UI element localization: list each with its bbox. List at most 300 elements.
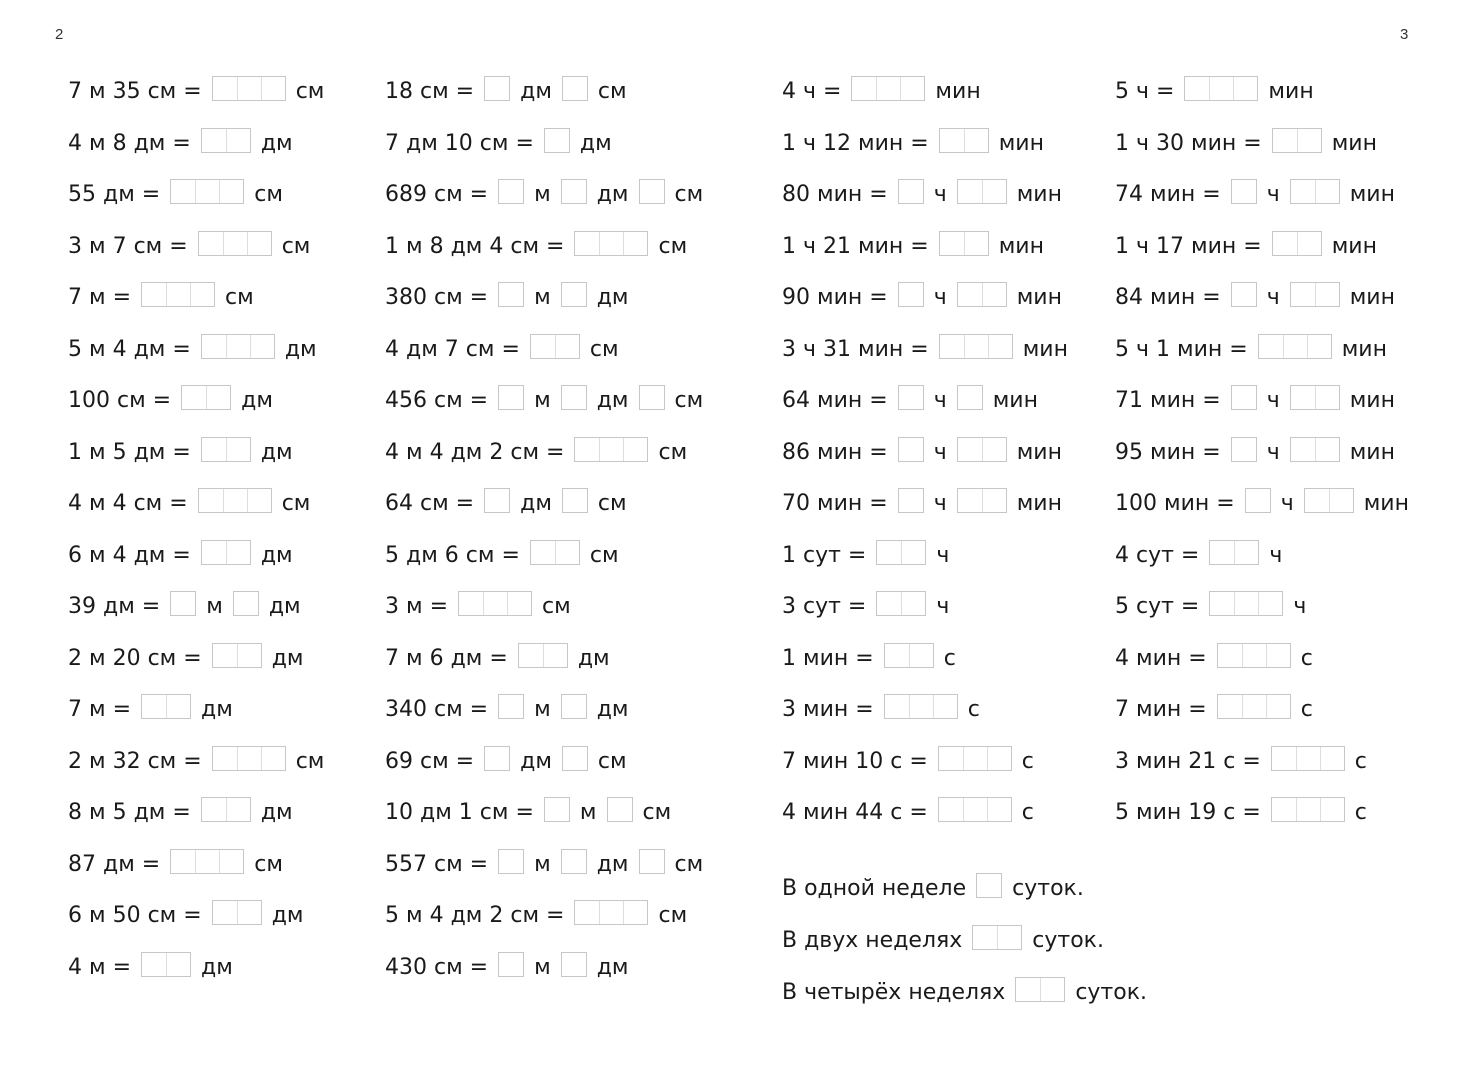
answer-cell[interactable] — [555, 335, 579, 358]
answer-cell[interactable] — [219, 850, 243, 873]
answer-cell[interactable] — [499, 953, 523, 976]
answer-cell[interactable] — [623, 232, 647, 255]
answer-cell[interactable] — [1273, 129, 1297, 152]
answer-cell[interactable] — [562, 180, 586, 203]
answer-box[interactable] — [884, 694, 958, 719]
answer-box[interactable] — [938, 746, 1012, 771]
answer-box[interactable] — [561, 282, 587, 307]
answer-cell[interactable] — [1315, 386, 1339, 409]
answer-box[interactable] — [562, 488, 588, 513]
exercise-text: ч — [933, 491, 947, 517]
answer-cell[interactable] — [899, 438, 923, 461]
answer-box[interactable] — [957, 385, 983, 410]
answer-cell[interactable] — [982, 489, 1006, 512]
answer-cell[interactable] — [958, 386, 982, 409]
answer-cell[interactable] — [623, 901, 647, 924]
answer-cell[interactable] — [261, 747, 285, 770]
answer-box[interactable] — [898, 282, 924, 307]
answer-cell[interactable] — [1210, 541, 1234, 564]
answer-box[interactable] — [938, 797, 1012, 822]
answer-box[interactable] — [1015, 977, 1065, 1002]
answer-box[interactable] — [498, 849, 524, 874]
answer-box[interactable] — [1272, 128, 1322, 153]
answer-cell[interactable] — [877, 541, 901, 564]
answer-cell[interactable] — [166, 695, 190, 718]
answer-cell[interactable] — [899, 180, 923, 203]
answer-cell[interactable] — [1218, 695, 1242, 718]
exercise-text: см — [589, 542, 619, 568]
answer-cell[interactable] — [562, 386, 586, 409]
answer-cell[interactable] — [226, 541, 250, 564]
answer-box[interactable] — [972, 925, 1022, 950]
answer-cell[interactable] — [563, 77, 587, 100]
answer-cell[interactable] — [877, 592, 901, 615]
answer-cell[interactable] — [1232, 386, 1256, 409]
answer-cell[interactable] — [640, 180, 664, 203]
answer-cell[interactable] — [899, 283, 923, 306]
answer-box[interactable] — [1290, 179, 1340, 204]
answer-box[interactable] — [1290, 437, 1340, 462]
answer-cell[interactable] — [852, 77, 876, 100]
answer-cell[interactable] — [885, 695, 909, 718]
answer-cell[interactable] — [202, 335, 226, 358]
answer-cell[interactable] — [940, 129, 964, 152]
answer-cell[interactable] — [206, 386, 230, 409]
answer-cell[interactable] — [1283, 335, 1307, 358]
answer-box[interactable] — [1231, 385, 1257, 410]
answer-box[interactable] — [484, 76, 510, 101]
answer-box[interactable] — [561, 694, 587, 719]
answer-box[interactable] — [498, 952, 524, 977]
answer-box[interactable] — [957, 179, 1007, 204]
answer-cell[interactable] — [219, 180, 243, 203]
answer-cell[interactable] — [226, 129, 250, 152]
answer-box[interactable] — [458, 591, 532, 616]
answer-box[interactable] — [530, 334, 580, 359]
answer-box[interactable] — [141, 952, 191, 977]
answer-cell[interactable] — [1291, 438, 1315, 461]
answer-cell[interactable] — [1291, 283, 1315, 306]
answer-cell[interactable] — [575, 438, 599, 461]
answer-cell[interactable] — [531, 541, 555, 564]
answer-cell[interactable] — [213, 901, 237, 924]
answer-cell[interactable] — [247, 232, 271, 255]
answer-box[interactable] — [1231, 179, 1257, 204]
answer-box[interactable] — [212, 746, 286, 771]
exercise-text: см — [674, 182, 704, 208]
answer-cell[interactable] — [1246, 489, 1270, 512]
answer-cell[interactable] — [563, 489, 587, 512]
answer-box[interactable] — [1209, 540, 1259, 565]
answer-box[interactable] — [898, 385, 924, 410]
answer-cell[interactable] — [499, 180, 523, 203]
exercise-text: дм — [579, 130, 612, 156]
answer-cell[interactable] — [1315, 283, 1339, 306]
answer-cell[interactable] — [940, 335, 964, 358]
answer-cell[interactable] — [958, 180, 982, 203]
answer-cell[interactable] — [987, 747, 1011, 770]
answer-cell[interactable] — [1329, 489, 1353, 512]
answer-cell[interactable] — [234, 592, 258, 615]
answer-cell[interactable] — [213, 77, 237, 100]
answer-box[interactable] — [957, 282, 1007, 307]
answer-box[interactable] — [141, 694, 191, 719]
answer-cell[interactable] — [885, 644, 909, 667]
answer-cell[interactable] — [940, 232, 964, 255]
answer-cell[interactable] — [1296, 747, 1320, 770]
answer-box[interactable] — [1231, 437, 1257, 462]
answer-cell[interactable] — [933, 695, 957, 718]
answer-cell[interactable] — [900, 77, 924, 100]
answer-cell[interactable] — [1258, 592, 1282, 615]
answer-box[interactable] — [639, 849, 665, 874]
answer-cell[interactable] — [171, 850, 195, 873]
answer-box[interactable] — [957, 437, 1007, 462]
answer-box[interactable] — [201, 128, 251, 153]
exercise-row — [68, 530, 334, 582]
answer-cell[interactable] — [142, 283, 166, 306]
answer-cell[interactable] — [202, 129, 226, 152]
answer-cell[interactable] — [171, 592, 195, 615]
answer-cell[interactable] — [1232, 180, 1256, 203]
answer-cell[interactable] — [1296, 798, 1320, 821]
answer-box[interactable] — [530, 540, 580, 565]
answer-cell[interactable] — [545, 129, 569, 152]
answer-cell[interactable] — [964, 335, 988, 358]
answer-cell[interactable] — [1259, 335, 1283, 358]
answer-cell[interactable] — [958, 283, 982, 306]
answer-cell[interactable] — [899, 386, 923, 409]
answer-cell[interactable] — [545, 798, 569, 821]
exercise-text: см — [281, 491, 311, 517]
answer-cell[interactable] — [563, 747, 587, 770]
answer-cell[interactable] — [575, 232, 599, 255]
answer-box[interactable] — [561, 179, 587, 204]
answer-cell[interactable] — [640, 386, 664, 409]
answer-cell[interactable] — [171, 180, 195, 203]
answer-cell[interactable] — [507, 592, 531, 615]
exercise-text: 2 м 20 см = — [68, 645, 202, 671]
exercise-row — [782, 118, 1078, 170]
answer-box[interactable] — [233, 591, 259, 616]
exercise-row — [782, 633, 1078, 685]
exercise-text: см — [225, 285, 254, 311]
exercise-text: см — [674, 851, 704, 877]
answer-box[interactable] — [212, 900, 262, 925]
answer-cell[interactable] — [562, 283, 586, 306]
answer-cell[interactable] — [562, 695, 586, 718]
answer-cell[interactable] — [1307, 335, 1331, 358]
answer-cell[interactable] — [531, 335, 555, 358]
answer-cell[interactable] — [199, 489, 223, 512]
answer-cell[interactable] — [901, 541, 925, 564]
answer-cell[interactable] — [982, 180, 1006, 203]
answer-cell[interactable] — [909, 695, 933, 718]
answer-cell[interactable] — [237, 747, 261, 770]
answer-cell[interactable] — [623, 438, 647, 461]
exercise-row — [782, 427, 1078, 479]
answer-cell[interactable] — [223, 232, 247, 255]
answer-cell[interactable] — [1315, 438, 1339, 461]
answer-cell[interactable] — [195, 850, 219, 873]
answer-box[interactable] — [939, 128, 989, 153]
answer-cell[interactable] — [1218, 644, 1242, 667]
answer-box[interactable] — [976, 873, 1002, 898]
answer-cell[interactable] — [1016, 978, 1040, 1001]
answer-box[interactable] — [544, 128, 570, 153]
answer-cell[interactable] — [237, 77, 261, 100]
answer-cell[interactable] — [1272, 798, 1296, 821]
answer-cell[interactable] — [202, 541, 226, 564]
answer-box[interactable] — [1271, 797, 1345, 822]
answer-cell[interactable] — [1232, 438, 1256, 461]
answer-box[interactable] — [201, 540, 251, 565]
answer-box[interactable] — [518, 643, 568, 668]
answer-cell[interactable] — [562, 953, 586, 976]
answer-box[interactable] — [1258, 334, 1332, 359]
exercise-column-3 — [782, 66, 1078, 839]
answer-box[interactable] — [170, 849, 244, 874]
answer-box[interactable] — [498, 385, 524, 410]
answer-cell[interactable] — [988, 335, 1012, 358]
answer-box[interactable] — [876, 540, 926, 565]
exercise-text: см — [295, 79, 325, 105]
answer-box[interactable] — [851, 76, 925, 101]
answer-cell[interactable] — [499, 283, 523, 306]
answer-box[interactable] — [498, 179, 524, 204]
answer-cell[interactable] — [939, 747, 963, 770]
answer-cell[interactable] — [1315, 180, 1339, 203]
exercise-row — [782, 272, 1078, 324]
exercise-text: см — [658, 233, 688, 259]
answer-box[interactable] — [1184, 76, 1258, 101]
answer-cell[interactable] — [958, 438, 982, 461]
answer-cell[interactable] — [250, 335, 274, 358]
answer-box[interactable] — [876, 591, 926, 616]
answer-box[interactable] — [562, 76, 588, 101]
answer-cell[interactable] — [213, 747, 237, 770]
answer-cell[interactable] — [1234, 592, 1258, 615]
answer-cell[interactable] — [1233, 77, 1257, 100]
answer-cell[interactable] — [599, 901, 623, 924]
answer-cell[interactable] — [199, 232, 223, 255]
answer-box[interactable] — [574, 231, 648, 256]
answer-cell[interactable] — [166, 953, 190, 976]
answer-box[interactable] — [1290, 282, 1340, 307]
answer-box[interactable] — [212, 643, 262, 668]
answer-cell[interactable] — [997, 926, 1021, 949]
answer-cell[interactable] — [202, 798, 226, 821]
answer-cell[interactable] — [543, 644, 567, 667]
answer-box[interactable] — [170, 591, 196, 616]
answer-cell[interactable] — [1297, 129, 1321, 152]
answer-box[interactable] — [484, 746, 510, 771]
answer-cell[interactable] — [640, 850, 664, 873]
answer-box[interactable] — [561, 849, 587, 874]
answer-cell[interactable] — [142, 953, 166, 976]
answer-cell[interactable] — [485, 489, 509, 512]
exercise-text: мин — [1331, 233, 1377, 259]
answer-box[interactable] — [1217, 694, 1291, 719]
answer-box[interactable] — [939, 231, 989, 256]
answer-box[interactable] — [884, 643, 934, 668]
answer-cell[interactable] — [1272, 747, 1296, 770]
answer-cell[interactable] — [982, 438, 1006, 461]
answer-cell[interactable] — [1040, 978, 1064, 1001]
answer-cell[interactable] — [939, 798, 963, 821]
answer-cell[interactable] — [485, 747, 509, 770]
answer-cell[interactable] — [247, 489, 271, 512]
answer-cell[interactable] — [964, 232, 988, 255]
answer-cell[interactable] — [166, 283, 190, 306]
answer-box[interactable] — [1272, 231, 1322, 256]
exercise-row — [68, 478, 334, 530]
answer-box[interactable] — [201, 797, 251, 822]
exercise-row — [68, 839, 334, 891]
answer-cell[interactable] — [261, 77, 285, 100]
answer-box[interactable] — [561, 952, 587, 977]
answer-box[interactable] — [574, 437, 648, 462]
answer-box[interactable] — [212, 76, 286, 101]
answer-cell[interactable] — [1291, 180, 1315, 203]
answer-cell[interactable] — [555, 541, 579, 564]
answer-cell[interactable] — [901, 592, 925, 615]
answer-box[interactable] — [498, 694, 524, 719]
answer-cell[interactable] — [899, 489, 923, 512]
answer-cell[interactable] — [223, 489, 247, 512]
answer-box[interactable] — [562, 746, 588, 771]
answer-cell[interactable] — [202, 438, 226, 461]
exercise-text: 1 мин = — [782, 645, 874, 671]
exercise-row — [782, 169, 1078, 221]
answer-cell[interactable] — [1210, 592, 1234, 615]
answer-cell[interactable] — [483, 592, 507, 615]
answer-box[interactable] — [957, 488, 1007, 513]
exercise-text: 340 см = — [385, 697, 489, 723]
exercise-text: 1 м 5 дм = — [68, 439, 191, 465]
answer-box[interactable] — [141, 282, 215, 307]
answer-cell[interactable] — [459, 592, 483, 615]
answer-cell[interactable] — [1242, 644, 1266, 667]
answer-cell[interactable] — [142, 695, 166, 718]
answer-cell[interactable] — [963, 798, 987, 821]
answer-box[interactable] — [898, 179, 924, 204]
answer-box[interactable] — [170, 179, 244, 204]
answer-cell[interactable] — [1273, 232, 1297, 255]
answer-cell[interactable] — [982, 283, 1006, 306]
answer-cell[interactable] — [964, 129, 988, 152]
answer-cell[interactable] — [519, 644, 543, 667]
answer-cell[interactable] — [499, 695, 523, 718]
answer-box[interactable] — [639, 385, 665, 410]
answer-cell[interactable] — [1305, 489, 1329, 512]
answer-cell[interactable] — [958, 489, 982, 512]
exercise-row — [782, 581, 1078, 633]
answer-box[interactable] — [1217, 643, 1291, 668]
exercise-text: дм — [260, 542, 293, 568]
answer-cell[interactable] — [226, 335, 250, 358]
exercise-text: м — [534, 851, 551, 877]
answer-cell[interactable] — [909, 644, 933, 667]
exercise-row — [68, 272, 334, 324]
answer-cell[interactable] — [485, 77, 509, 100]
answer-cell[interactable] — [1291, 386, 1315, 409]
answer-box[interactable] — [1290, 385, 1340, 410]
answer-cell[interactable] — [987, 798, 1011, 821]
answer-box[interactable] — [1209, 591, 1283, 616]
answer-cell[interactable] — [963, 747, 987, 770]
answer-cell[interactable] — [575, 901, 599, 924]
answer-cell[interactable] — [599, 438, 623, 461]
answer-cell[interactable] — [608, 798, 632, 821]
answer-box[interactable] — [639, 179, 665, 204]
answer-cell[interactable] — [977, 874, 1001, 897]
answer-cell[interactable] — [499, 850, 523, 873]
answer-cell[interactable] — [1320, 747, 1344, 770]
answer-box[interactable] — [198, 231, 272, 256]
answer-cell[interactable] — [226, 798, 250, 821]
answer-cell[interactable] — [190, 283, 214, 306]
answer-box[interactable] — [484, 488, 510, 513]
exercise-text: ч — [1266, 285, 1280, 311]
exercise-text: мин — [1341, 336, 1387, 362]
answer-box[interactable] — [201, 437, 251, 462]
answer-box[interactable] — [939, 334, 1013, 359]
answer-cell[interactable] — [237, 644, 261, 667]
answer-cell[interactable] — [213, 644, 237, 667]
answer-box[interactable] — [898, 488, 924, 513]
answer-box[interactable] — [561, 385, 587, 410]
answer-box[interactable] — [574, 900, 648, 925]
answer-cell[interactable] — [1266, 644, 1290, 667]
answer-cell[interactable] — [876, 77, 900, 100]
answer-cell[interactable] — [973, 926, 997, 949]
answer-cell[interactable] — [226, 438, 250, 461]
answer-box[interactable] — [607, 797, 633, 822]
exercise-row — [385, 221, 713, 273]
answer-cell[interactable] — [1209, 77, 1233, 100]
answer-cell[interactable] — [1320, 798, 1344, 821]
exercise-text: 2 м 32 см = — [68, 748, 202, 774]
answer-box[interactable] — [1231, 282, 1257, 307]
answer-box[interactable] — [1245, 488, 1271, 513]
answer-box[interactable] — [181, 385, 231, 410]
answer-cell[interactable] — [1266, 695, 1290, 718]
answer-cell[interactable] — [195, 180, 219, 203]
answer-cell[interactable] — [1232, 283, 1256, 306]
answer-cell[interactable] — [237, 901, 261, 924]
answer-box[interactable] — [201, 334, 275, 359]
answer-box[interactable] — [544, 797, 570, 822]
answer-cell[interactable] — [1234, 541, 1258, 564]
answer-cell[interactable] — [1297, 232, 1321, 255]
answer-cell[interactable] — [562, 850, 586, 873]
answer-cell[interactable] — [182, 386, 206, 409]
answer-box[interactable] — [1271, 746, 1345, 771]
answer-box[interactable] — [898, 437, 924, 462]
exercise-text: м — [534, 285, 551, 311]
exercise-text: см — [642, 800, 672, 826]
answer-cell[interactable] — [1185, 77, 1209, 100]
exercise-text: дм — [201, 954, 233, 980]
answer-cell[interactable] — [499, 386, 523, 409]
answer-cell[interactable] — [1242, 695, 1266, 718]
answer-cell[interactable] — [599, 232, 623, 255]
answer-box[interactable] — [498, 282, 524, 307]
answer-box[interactable] — [1304, 488, 1354, 513]
exercise-text: 7 м 6 дм = — [385, 645, 508, 671]
answer-box[interactable] — [198, 488, 272, 513]
